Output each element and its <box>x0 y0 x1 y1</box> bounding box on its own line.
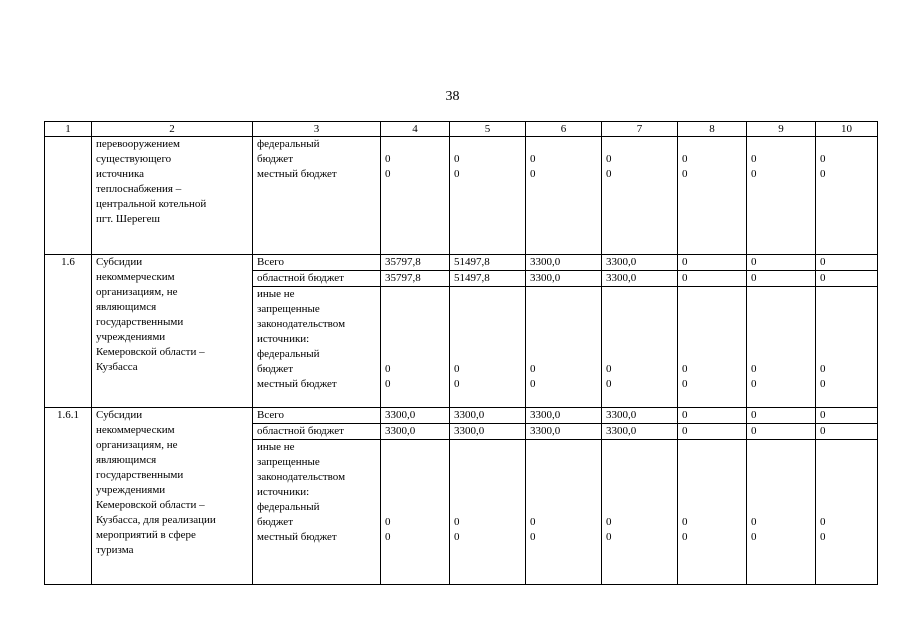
header-cell: 3 <box>253 122 381 137</box>
other-sources-line: иные не <box>257 288 295 300</box>
local-value: 0 <box>751 531 757 543</box>
blank-line <box>820 470 873 485</box>
regional-value: 0 <box>747 271 816 287</box>
activity-name-line: организациям, не <box>96 286 178 298</box>
activity-name-cell <box>92 137 253 255</box>
total-value: 3300,0 <box>526 408 602 424</box>
other-sources-line: федеральный <box>257 501 320 513</box>
blank-line <box>385 455 445 470</box>
federal-value: 0 <box>820 153 826 165</box>
regional-value: 3300,0 <box>450 424 526 440</box>
total-value: 3300,0 <box>602 255 678 271</box>
funding-source-cell <box>253 137 381 255</box>
local-value: 0 <box>385 531 391 543</box>
federal-value: 0 <box>454 363 460 375</box>
other-sources-line: федеральный <box>257 348 320 360</box>
regional-value: 3300,0 <box>381 424 450 440</box>
other-sources-line: законодательством <box>257 471 346 483</box>
federal-value: 0 <box>682 153 688 165</box>
blank-line <box>820 347 873 362</box>
local-value: 0 <box>820 168 826 180</box>
header-cell: 9 <box>747 122 816 137</box>
total-value: 0 <box>816 408 878 424</box>
activity-name-line: Кузбасса <box>96 361 138 373</box>
federal-value: 0 <box>385 363 391 375</box>
value-cell <box>450 287 526 408</box>
value-cell <box>816 287 878 408</box>
activity-name-line: Субсидии <box>96 409 143 421</box>
activity-name-line: учреждениями <box>96 331 166 343</box>
header-cell: 10 <box>816 122 878 137</box>
blank-line <box>454 455 521 470</box>
federal-value: 0 <box>530 363 536 375</box>
blank-line <box>820 455 873 470</box>
value-cell <box>381 440 450 585</box>
value-cell <box>678 440 747 585</box>
blank-line <box>385 347 445 362</box>
value-cell <box>747 287 816 408</box>
activity-name-line: источника <box>96 168 145 180</box>
total-value: 3300,0 <box>381 408 450 424</box>
funding-source-line: бюджет <box>257 153 293 165</box>
blank-line <box>751 287 811 302</box>
table-row <box>45 408 878 424</box>
other-sources-line: бюджет <box>257 363 293 375</box>
blank-line <box>820 137 873 152</box>
activity-name-line: Кузбасса, для реализации <box>96 514 216 526</box>
blank-line <box>454 485 521 500</box>
blank-line <box>606 287 673 302</box>
local-value: 0 <box>682 531 688 543</box>
blank-line <box>820 332 873 347</box>
activity-name-line: существующего <box>96 153 172 165</box>
regional-label: областной бюджет <box>253 424 381 440</box>
blank-line <box>530 500 597 515</box>
blank-line <box>682 347 742 362</box>
blank-line <box>751 455 811 470</box>
blank-line <box>682 137 742 152</box>
blank-line <box>682 317 742 332</box>
header-cell: 4 <box>381 122 450 137</box>
header-cell: 2 <box>92 122 253 137</box>
local-value: 0 <box>682 168 688 180</box>
blank-line <box>454 470 521 485</box>
blank-line <box>820 500 873 515</box>
federal-value: 0 <box>751 516 757 528</box>
activity-name-line: являющимся <box>96 301 157 313</box>
regional-value: 0 <box>678 424 747 440</box>
local-value: 0 <box>454 168 460 180</box>
row-number-cell: 1.6 <box>45 255 92 408</box>
activity-name-line: Кемеровской области – <box>96 499 205 511</box>
federal-value: 0 <box>454 153 460 165</box>
regional-value: 0 <box>816 271 878 287</box>
activity-name-line: центральной котельной <box>96 198 207 210</box>
total-value: 0 <box>678 408 747 424</box>
blank-line <box>606 455 673 470</box>
federal-value: 0 <box>530 153 536 165</box>
blank-line <box>606 302 673 317</box>
activity-name-line: государственными <box>96 469 184 481</box>
local-value: 0 <box>820 378 826 390</box>
header-cell: 6 <box>526 122 602 137</box>
blank-line <box>682 500 742 515</box>
blank-line <box>682 440 742 455</box>
activity-name-line: мероприятий в сфере <box>96 529 196 541</box>
local-value: 0 <box>606 531 612 543</box>
blank-line <box>682 302 742 317</box>
total-label: Всего <box>253 255 381 271</box>
blank-line <box>682 455 742 470</box>
local-value: 0 <box>385 378 391 390</box>
total-value: 3300,0 <box>450 408 526 424</box>
blank-line <box>385 500 445 515</box>
blank-line <box>820 440 873 455</box>
value-cell <box>816 137 878 255</box>
header-row <box>45 122 878 137</box>
table-row <box>45 137 878 255</box>
local-value: 0 <box>751 378 757 390</box>
total-value: 51497,8 <box>450 255 526 271</box>
value-cell <box>450 137 526 255</box>
blank-line <box>751 347 811 362</box>
value-cell <box>526 287 602 408</box>
federal-value: 0 <box>606 153 612 165</box>
activity-name-line: государственными <box>96 316 184 328</box>
blank-line <box>606 332 673 347</box>
other-sources-line: запрещенные <box>257 456 320 468</box>
other-sources-line: запрещенные <box>257 303 320 315</box>
blank-line <box>751 500 811 515</box>
activity-name-line: некоммерческим <box>96 271 175 283</box>
total-value: 0 <box>747 255 816 271</box>
total-value: 35797,8 <box>381 255 450 271</box>
row-number-cell <box>45 137 92 255</box>
blank-line <box>820 485 873 500</box>
activity-name-line: организациям, не <box>96 439 178 451</box>
blank-line <box>751 440 811 455</box>
local-value: 0 <box>454 378 460 390</box>
value-cell <box>678 137 747 255</box>
blank-line <box>385 332 445 347</box>
blank-line <box>454 500 521 515</box>
total-value: 3300,0 <box>526 255 602 271</box>
local-value: 0 <box>385 168 391 180</box>
value-cell <box>678 287 747 408</box>
activity-name-line: туризма <box>96 544 134 556</box>
blank-line <box>385 470 445 485</box>
blank-line <box>454 347 521 362</box>
blank-line <box>820 302 873 317</box>
blank-line <box>385 287 445 302</box>
value-cell <box>381 287 450 408</box>
value-cell <box>450 440 526 585</box>
blank-line <box>530 470 597 485</box>
regional-label: областной бюджет <box>253 271 381 287</box>
other-sources-line: законодательством <box>257 318 346 330</box>
activity-name-line: теплоснабжения – <box>96 183 182 195</box>
regional-value: 0 <box>678 271 747 287</box>
other-sources-line: местный бюджет <box>257 378 337 390</box>
blank-line <box>530 455 597 470</box>
other-sources-line: источники: <box>257 486 310 498</box>
value-cell <box>602 137 678 255</box>
blank-line <box>820 317 873 332</box>
value-cell <box>526 137 602 255</box>
total-value: 0 <box>678 255 747 271</box>
total-value: 3300,0 <box>602 408 678 424</box>
header-cell: 8 <box>678 122 747 137</box>
blank-line <box>385 440 445 455</box>
blank-line <box>530 440 597 455</box>
funding-source-line: местный бюджет <box>257 168 337 180</box>
local-value: 0 <box>530 531 536 543</box>
local-value: 0 <box>751 168 757 180</box>
federal-value: 0 <box>751 153 757 165</box>
value-cell <box>747 137 816 255</box>
header-cell: 1 <box>45 122 92 137</box>
federal-value: 0 <box>682 363 688 375</box>
blank-line <box>751 302 811 317</box>
blank-line <box>385 137 445 152</box>
activity-name-cell <box>92 255 253 408</box>
other-sources-label <box>253 287 381 408</box>
funding-source-line: федеральный <box>257 138 320 150</box>
federal-value: 0 <box>385 153 391 165</box>
value-cell <box>381 137 450 255</box>
regional-value: 3300,0 <box>526 424 602 440</box>
header-cell: 7 <box>602 122 678 137</box>
regional-value: 0 <box>747 424 816 440</box>
other-sources-line: иные не <box>257 441 295 453</box>
blank-line <box>530 137 597 152</box>
activity-name-cell <box>92 408 253 585</box>
value-cell <box>816 440 878 585</box>
blank-line <box>682 485 742 500</box>
local-value: 0 <box>530 378 536 390</box>
local-value: 0 <box>454 531 460 543</box>
blank-line <box>606 485 673 500</box>
federal-value: 0 <box>385 516 391 528</box>
local-value: 0 <box>682 378 688 390</box>
blank-line <box>606 500 673 515</box>
blank-line <box>751 485 811 500</box>
blank-line <box>682 287 742 302</box>
local-value: 0 <box>820 531 826 543</box>
blank-line <box>454 287 521 302</box>
activity-name-line: являющимся <box>96 454 157 466</box>
blank-line <box>606 347 673 362</box>
blank-line <box>820 287 873 302</box>
blank-line <box>751 332 811 347</box>
blank-line <box>530 347 597 362</box>
blank-line <box>751 470 811 485</box>
total-value: 0 <box>747 408 816 424</box>
total-label: Всего <box>253 408 381 424</box>
blank-line <box>454 317 521 332</box>
regional-value: 51497,8 <box>450 271 526 287</box>
other-sources-line: источники: <box>257 333 310 345</box>
blank-line <box>530 317 597 332</box>
blank-line <box>385 485 445 500</box>
blank-line <box>454 137 521 152</box>
blank-line <box>530 302 597 317</box>
blank-line <box>751 137 811 152</box>
blank-line <box>751 317 811 332</box>
activity-name-line: перевооружением <box>96 138 180 150</box>
federal-value: 0 <box>820 363 826 375</box>
regional-value: 3300,0 <box>602 424 678 440</box>
blank-line <box>606 317 673 332</box>
regional-value: 35797,8 <box>381 271 450 287</box>
activity-name-line: пгт. Шерегеш <box>96 213 160 225</box>
activity-name-line: учреждениями <box>96 484 166 496</box>
federal-value: 0 <box>454 516 460 528</box>
blank-line <box>530 332 597 347</box>
blank-line <box>385 317 445 332</box>
regional-value: 3300,0 <box>526 271 602 287</box>
blank-line <box>606 137 673 152</box>
blank-line <box>385 302 445 317</box>
value-cell <box>526 440 602 585</box>
blank-line <box>454 332 521 347</box>
row-number-cell: 1.6.1 <box>45 408 92 585</box>
local-value: 0 <box>606 168 612 180</box>
federal-value: 0 <box>751 363 757 375</box>
local-value: 0 <box>606 378 612 390</box>
blank-line <box>454 440 521 455</box>
regional-value: 3300,0 <box>602 271 678 287</box>
other-sources-line: бюджет <box>257 516 293 528</box>
value-cell <box>602 287 678 408</box>
blank-line <box>530 485 597 500</box>
blank-line <box>606 440 673 455</box>
header-cell: 5 <box>450 122 526 137</box>
blank-line <box>454 302 521 317</box>
federal-value: 0 <box>682 516 688 528</box>
activity-name-line: Субсидии <box>96 256 143 268</box>
federal-value: 0 <box>606 516 612 528</box>
federal-value: 0 <box>820 516 826 528</box>
local-value: 0 <box>530 168 536 180</box>
page-number: 38 <box>445 89 460 104</box>
activity-name-line: Кемеровской области – <box>96 346 205 358</box>
blank-line <box>682 332 742 347</box>
regional-value: 0 <box>816 424 878 440</box>
other-sources-label <box>253 440 381 585</box>
activity-name-line: некоммерческим <box>96 424 175 436</box>
total-value: 0 <box>816 255 878 271</box>
blank-line <box>606 470 673 485</box>
value-cell <box>747 440 816 585</box>
budget-table <box>44 121 878 585</box>
table-row <box>45 255 878 271</box>
federal-value: 0 <box>530 516 536 528</box>
other-sources-line: местный бюджет <box>257 531 337 543</box>
federal-value: 0 <box>606 363 612 375</box>
blank-line <box>682 470 742 485</box>
value-cell <box>602 440 678 585</box>
blank-line <box>530 287 597 302</box>
